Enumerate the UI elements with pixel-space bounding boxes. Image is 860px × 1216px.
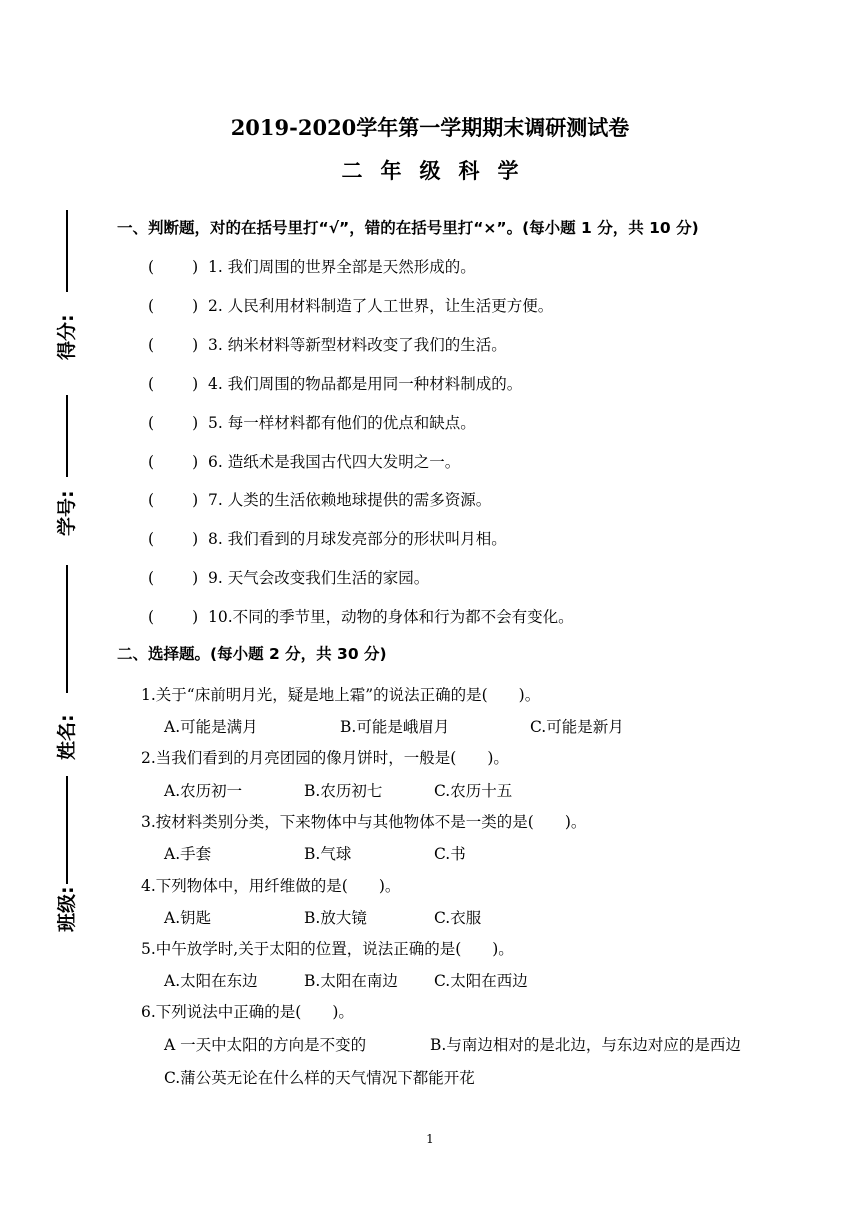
judge-item: ( ) 2. 人民利用材料制造了人工世界，让生活更方便。: [148, 297, 554, 315]
judge-item-text: 不同的季节里，动物的身体和行为都不会有变化。: [232, 608, 574, 626]
question-stem: 6.下列说法中正确的是( )。: [141, 1003, 354, 1021]
page-number: 1: [426, 1132, 434, 1146]
judge-item-number: 3.: [208, 336, 223, 354]
judge-item-text: 我们周围的世界全部是天然形成的。: [227, 258, 476, 276]
judge-item: ( ) 8. 我们看到的月球发亮部分的形状叫月相。: [148, 530, 507, 548]
judge-item-text: 每一样材料都有他们的优点和缺点。: [227, 414, 476, 432]
question-option: B.放大镜: [304, 909, 367, 927]
question-option: B.农历初七: [304, 782, 383, 800]
judge-item-number: 8.: [208, 530, 223, 548]
judge-item-text: 人类的生活依赖地球提供的需多资源。: [227, 491, 492, 509]
question-option: B.气球: [304, 845, 352, 863]
question-stem: 1.关于“床前明月光，疑是地上霜”的说法正确的是( )。: [141, 686, 541, 704]
judge-item-text: 我们周围的物品都是用同一种材料制成的。: [227, 375, 523, 393]
judge-item-number: 9.: [208, 569, 223, 587]
question-option: C.可能是新月: [530, 718, 624, 736]
judge-item-number: 2.: [208, 297, 223, 315]
judge-item-text: 人民利用材料制造了人工世界，让生活更方便。: [227, 297, 554, 315]
score-line: [66, 210, 68, 292]
judge-item-text: 造纸术是我国古代四大发明之一。: [227, 453, 461, 471]
judge-item: ( ) 4. 我们周围的物品都是用同一种材料制成的。: [148, 375, 523, 393]
score-label: 得分:: [56, 314, 78, 360]
question-stem: 4.下列物体中，用纤维做的是( )。: [141, 877, 401, 895]
judge-item-number: 4.: [208, 375, 223, 393]
question-option: C.书: [434, 845, 466, 863]
exam-subtitle: 二年级科学: [341, 158, 537, 183]
student-id-label: 学号:: [56, 490, 78, 536]
judge-item-number: 7.: [208, 491, 223, 509]
question-option: A.手套: [164, 845, 212, 863]
judge-item: ( ) 1. 我们周围的世界全部是天然形成的。: [148, 258, 476, 276]
judge-item: ( ) 9. 天气会改变我们生活的家园。: [148, 569, 430, 587]
question-option: B.与南边相对的是北边，与东边对应的是西边: [430, 1036, 741, 1054]
class-label: 班级:: [56, 886, 78, 932]
judge-item: ( ) 3. 纳米材料等新型材料改变了我们的生活。: [148, 336, 507, 354]
judge-item: ( ) 5. 每一样材料都有他们的优点和缺点。: [148, 414, 476, 432]
name-line: [66, 565, 68, 693]
section-1-title: 一、判断题，对的在括号里打“√”，错的在括号里打“×”。(每小题 1 分，共 10 分): [117, 219, 699, 237]
judge-item: ( ) 7. 人类的生活依赖地球提供的需多资源。: [148, 491, 492, 509]
question-option: B.可能是峨眉月: [340, 718, 450, 736]
class-line: [66, 776, 68, 884]
question-option: B.太阳在南边: [304, 972, 398, 990]
question-option: C.太阳在西边: [434, 972, 528, 990]
judge-item-number: 5.: [208, 414, 223, 432]
question-option: C.农历十五: [434, 782, 513, 800]
exam-title: 2019-2020学年第一学期期末调研测试卷: [230, 115, 630, 140]
question-option: A.可能是满月: [164, 718, 258, 736]
question-stem: 3.按材料类别分类，下来物体中与其他物体不是一类的是( )。: [141, 813, 587, 831]
question-option: A.太阳在东边: [164, 972, 258, 990]
question-option: C.衣服: [434, 909, 482, 927]
question-stem: 5.中午放学时,关于太阳的位置，说法正确的是( )。: [141, 940, 514, 958]
judge-item-text: 天气会改变我们生活的家园。: [227, 569, 430, 587]
question-stem: 2.当我们看到的月亮团园的像月饼时，一般是( )。: [141, 749, 509, 767]
judge-item: ( ) 6. 造纸术是我国古代四大发明之一。: [148, 453, 461, 471]
question-option: C.蒲公英无论在什么样的天气情况下都能开花: [164, 1069, 475, 1087]
section-2-title: 二、选择题。(每小题 2 分，共 30 分): [117, 645, 387, 663]
student-id-line: [66, 395, 68, 477]
judge-item-number: 1.: [208, 258, 223, 276]
question-option: A.农历初一: [164, 782, 243, 800]
judge-item: ( ) 10.不同的季节里，动物的身体和行为都不会有变化。: [148, 608, 574, 626]
question-option: A.钥匙: [164, 909, 212, 927]
judge-item-text: 纳米材料等新型材料改变了我们的生活。: [227, 336, 507, 354]
judge-item-text: 我们看到的月球发亮部分的形状叫月相。: [227, 530, 507, 548]
question-option: A 一天中太阳的方向是不变的: [164, 1036, 367, 1054]
judge-item-number: 10.: [208, 608, 233, 626]
judge-item-number: 6.: [208, 453, 223, 471]
name-label: 姓名:: [56, 714, 78, 760]
